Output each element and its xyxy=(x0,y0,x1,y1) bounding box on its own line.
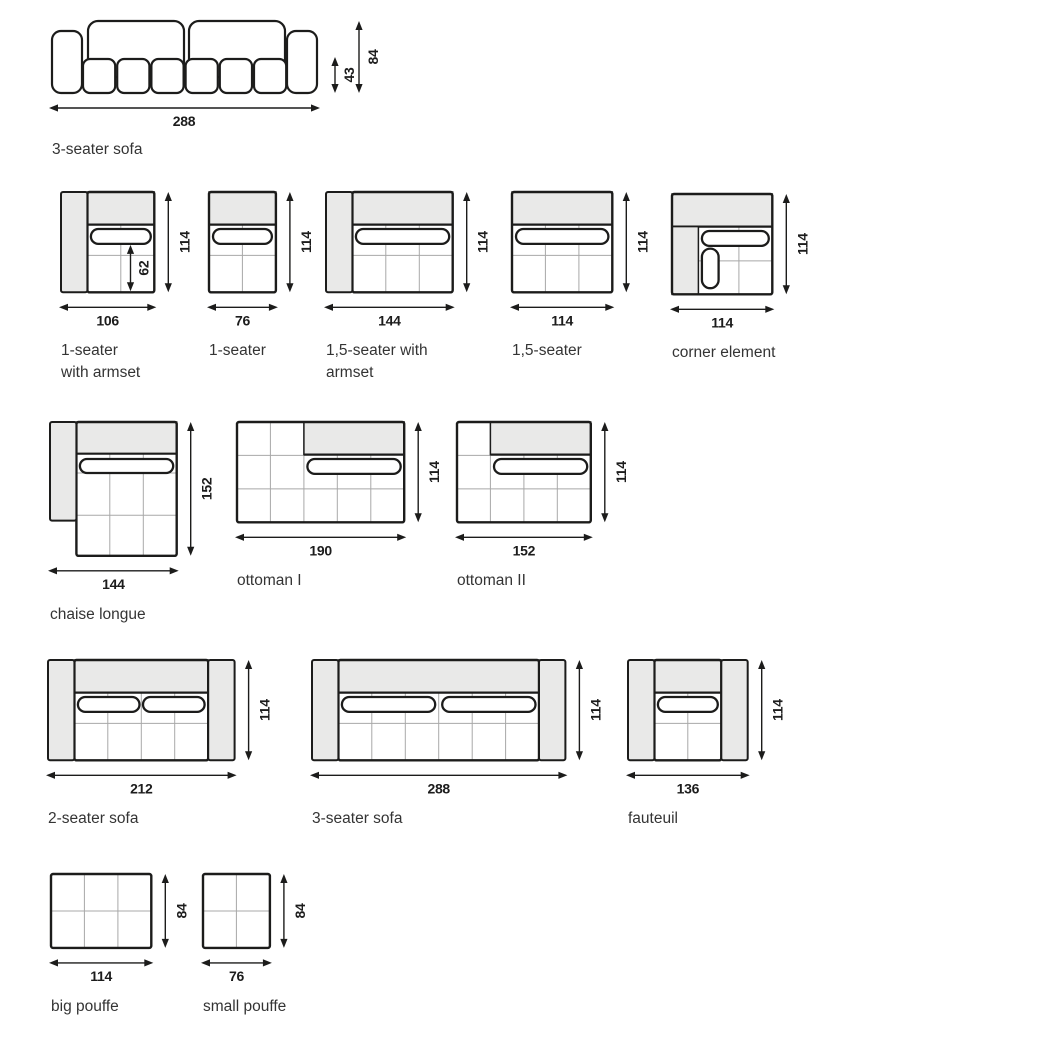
module-seater15 xyxy=(508,190,662,362)
seater1-armset-drawing xyxy=(57,190,198,338)
dim-depth-label: 114 xyxy=(634,231,651,253)
dim-depth-label: 114 xyxy=(587,699,604,721)
module-label xyxy=(203,996,353,1018)
module-big-pouffe xyxy=(47,872,201,1018)
dim-depth-label: 114 xyxy=(612,461,629,483)
module-corner-element xyxy=(668,192,822,364)
big-pouffe-drawing xyxy=(47,872,195,994)
module-label-line: big pouffe xyxy=(51,997,119,1015)
corner-element-drawing xyxy=(668,192,816,340)
dim-width-label: 76 xyxy=(228,967,244,984)
module-sofa2-top xyxy=(44,658,283,830)
small-pouffe-drawing xyxy=(199,872,314,994)
module-seater15-armset xyxy=(322,190,501,384)
module-label xyxy=(52,139,392,161)
module-label xyxy=(512,340,662,362)
module-label-line: 3-seater sofa xyxy=(312,810,403,828)
dim-width-label: 76 xyxy=(234,312,250,329)
module-small-pouffe xyxy=(199,872,353,1018)
module-label xyxy=(672,342,822,364)
sofa3-top-drawing xyxy=(308,658,609,806)
module-fauteuil xyxy=(624,658,796,830)
module-label xyxy=(51,996,201,1018)
module-label-line: fauteuil xyxy=(628,810,678,828)
dim-width-label: 190 xyxy=(309,542,332,559)
module-sofa3-top xyxy=(308,658,613,830)
dim-depth-label: 114 xyxy=(769,699,786,721)
dim-depth-label: 114 xyxy=(794,233,811,255)
dim-depth-label: 84 xyxy=(291,903,308,919)
module-label xyxy=(237,570,452,592)
module-label xyxy=(48,808,283,830)
dim-depth-label: 114 xyxy=(426,461,443,483)
fauteuil-drawing xyxy=(624,658,792,806)
dim-depth-label: 84 xyxy=(173,903,190,919)
module-label-line: ottoman II xyxy=(457,572,526,590)
sofa2-top-drawing xyxy=(44,658,279,806)
seater1-drawing xyxy=(205,190,320,338)
dim-depth-label: 114 xyxy=(474,231,491,253)
module-label-line: 3-seater sofa xyxy=(52,141,143,158)
dim-width-label: 144 xyxy=(378,312,401,329)
module-seater1-armset xyxy=(57,190,211,384)
module-label xyxy=(50,604,225,626)
dim-width-label: 114 xyxy=(90,967,112,984)
module-label-line: 1,5-seater xyxy=(512,342,582,360)
dim-width-label: 144 xyxy=(102,575,125,592)
module-label-line: 1-seater xyxy=(209,342,266,360)
sofa3-elevation-drawing xyxy=(48,19,388,137)
dim-depth-label: 114 xyxy=(297,231,314,253)
module-label-line: 1,5-seater with xyxy=(326,342,428,360)
dim-width-label: 136 xyxy=(676,780,700,797)
dim-depth-label: 152 xyxy=(198,477,215,501)
dim-depth-label: 114 xyxy=(176,231,193,253)
dim-seat-height-label: 43 xyxy=(341,67,357,83)
module-label xyxy=(457,570,639,592)
module-label-line: 1-seater xyxy=(61,342,118,360)
dim-total-height-label: 84 xyxy=(365,49,381,65)
chaise-longue-drawing xyxy=(46,420,221,602)
module-chaise-longue xyxy=(46,420,225,625)
module-label-line: with armset xyxy=(61,363,141,381)
seater15-armset-drawing xyxy=(322,190,497,338)
module-label-line: armset xyxy=(326,363,374,381)
module-label-line: ottoman I xyxy=(237,572,302,590)
dim-depth-label: 114 xyxy=(256,699,273,721)
module-sofa3-elevation xyxy=(48,19,392,161)
dim-width-label: 106 xyxy=(96,312,119,329)
module-label-line: 2-seater sofa xyxy=(48,810,139,828)
seater15-drawing xyxy=(508,190,656,338)
dim-width-label: 212 xyxy=(130,780,153,797)
module-label xyxy=(326,340,501,383)
ottoman-1-drawing xyxy=(233,420,448,568)
module-ottoman-1 xyxy=(233,420,452,592)
module-label-line: small pouffe xyxy=(203,997,287,1015)
dim-width-label: 152 xyxy=(512,542,536,559)
dim-width-label: 114 xyxy=(551,312,573,329)
ottoman-2-drawing xyxy=(453,420,635,568)
dim-width-label: 288 xyxy=(172,113,196,129)
module-label xyxy=(312,808,613,830)
module-label xyxy=(61,340,211,383)
dim-seat-depth-label: 62 xyxy=(135,260,152,276)
module-label-line: chaise longue xyxy=(50,605,146,623)
module-ottoman-2 xyxy=(453,420,639,592)
module-label xyxy=(628,808,796,830)
dim-width-label: 114 xyxy=(711,314,733,331)
dim-width-label: 288 xyxy=(427,780,450,797)
module-label-line: corner element xyxy=(672,344,776,362)
